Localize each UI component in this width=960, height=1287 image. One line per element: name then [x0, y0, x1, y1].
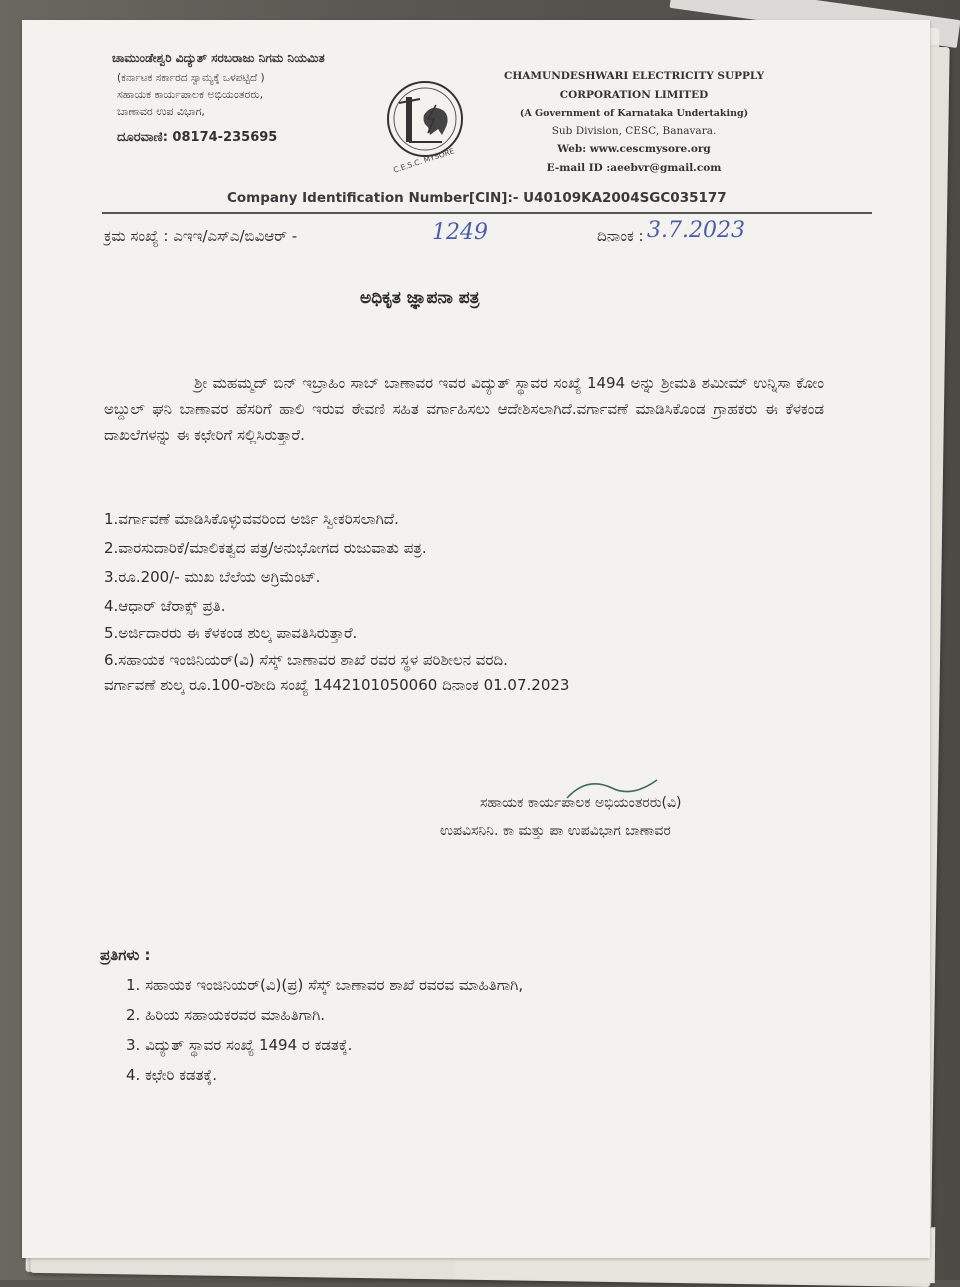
document-item-6: 6.ಸಹಾಯಕ ಇಂಜಿನಿಯರ್(ವಿ) ಸೆಸ್ಕ್ ಬಾಣಾವರ ಶಾಖೆ ರವರ ಸ್ಥಳ ಪರಿಶೀಲನ ವರದಿ.: [104, 651, 508, 669]
signatory-office: ಉಪವಿಸನಿನಿ. ಕಾ ಮತ್ತು ಪಾ ಉಪವಿಭಾಗ ಬಾಣಾವರ: [440, 823, 671, 839]
date-label: ದಿನಾಂಕ :: [597, 227, 644, 245]
english-org-line1: CHAMUNDESHWARI ELECTRICITY SUPPLY: [504, 70, 765, 82]
english-org-line2: CORPORATION LIMITED: [559, 89, 709, 101]
memo-page: [22, 20, 930, 1258]
document-item-3: 3.ರೂ.200/- ಮುಖ ಬೆಲೆಯ ಅಗ್ರಿಮೆಂಟ್.: [104, 568, 321, 586]
ref-number: 1249: [432, 220, 488, 245]
copy-item-1: 1. ಸಹಾಯಕ ಇಂಜಿನಿಯರ್(ವಿ)(ಪ್ರ) ಸೆಸ್ಕ್ ಬಾಣಾವರ ಶಾಖೆ ರವರವ ಮಾಹಿತಿಗಾಗಿ,: [126, 976, 524, 994]
kannada-office: ಸಹಾಯಕ ಕಾರ್ಯಪಾಲಕ ಅಭಿಯಂತರರು,: [117, 88, 264, 101]
document-item-5: 5.ಅರ್ಜಿದಾರರು ಈ ಕೆಳಕಂಡ ಶುಲ್ಕ ಪಾವತಿಸಿರುತ್ತಾರೆ.: [104, 624, 358, 642]
kannada-subdivision: ಬಾಣಾವರ ಉಪ ವಿಭಾಗ,: [117, 105, 205, 118]
document-item-2: 2.ವಾರಸುದಾರಿಕೆ/ಮಾಲಿಕತ್ವದ ಪತ್ರ/ಅನುಭೋಗದ ರುಜುವಾತು ಪತ್ರ.: [104, 539, 427, 557]
english-gov-note: (A Government of Karnataka Undertaking): [519, 108, 749, 119]
copies-heading: ಪ್ರತಿಗಳು :: [100, 946, 151, 964]
copy-item-4: 4. ಕಛೇರಿ ಕಡತಕ್ಕೆ.: [126, 1066, 218, 1084]
header-rule: [102, 212, 872, 214]
copy-item-3: 3. ವಿದ್ಯುತ್ ಸ್ಥಾವರ ಸಂಖ್ಯೆ 1494 ರ ಕಡತಕ್ಕೆ.: [126, 1036, 353, 1054]
fee-receipt-line: ವರ್ಗಾವಣೆ ಶುಲ್ಕ ರೂ.100-ರಶೀದಿ ಸಂಖ್ಯೆ 1442101050060 ದಿನಾಂಕ 01.07.2023: [104, 676, 570, 694]
memo-date: 3.7.2023: [647, 218, 745, 243]
document-item-4: 4.ಆಧಾರ್ ಜೆರಾಕ್ಸ್ ಪ್ರತಿ.: [104, 597, 226, 615]
email: E-mail ID :aeebvr@gmail.com: [546, 162, 722, 174]
memo-body-paragraph: ಶ್ರೀ ಮಹಮ್ಮದ್ ಬಿನ್ ಇಬ್ರಾಹಿಂ ಸಾಬ್ ಬಾಣಾವರ ಇವರ ವಿದ್ಯುತ್ ಸ್ಥಾವರ ಸಂಖ್ಯೆ 1494 ಅನ್ನು ಶ್ರೀಮತಿ ಶಮೀಮ್ ಉನ್ನಿಸಾ ಕೋಂ ಅಬ್ದುಲ್ ಘನಿ ಬಾಣಾವರ ಹೆಸರಿಗೆ ಹಾಲಿ ಇರುವ ಠೇವಣಿ ಸಹಿತ ವರ್ಗಾಹಿಸಲು ಆದೇಶಿಸಲಾಗಿದೆ.ವರ್ಗಾವಣೆ ಮಾಡಿಸಿಕೊಂಡ ಗ್ರಾಹಕರು ಈ ಕೆಳಕಂಡ ದಾಖಲೆಗಳನ್ನು ಈ ಕಛೇರಿಗೆ ಸಲ್ಲಿಸಿರುತ್ತಾರೆ.: [104, 374, 824, 444]
signatory-designation: ಸಹಾಯಕ ಕಾರ್ಯಪಾಲಕ ಅಭಿಯಂತರರು(ವಿ): [480, 795, 682, 811]
kannada-org-name: ಚಾಮುಂಡೇಶ್ವರಿ ವಿದ್ಯುತ್ ಸರಬರಾಜು ನಿಗಮ ನಿಯಮಿತ: [112, 51, 325, 65]
ref-label: ಕ್ರಮ ಸಂಖ್ಯೆ : ಎಇಇ/ಎಸ್ಎ/ಬಿವಿಆರ್ -: [104, 227, 298, 245]
kannada-gov-note: (ಕರ್ನಾಟಕ ಸರ್ಕಾರದ ಸ್ವಾಮ್ಯಕ್ಕೆ ಒಳಪಟ್ಟಿದೆ ): [117, 72, 265, 84]
english-subdivision: Sub Division, CESC, Banavara.: [551, 125, 717, 137]
document-item-1: 1.ವರ್ಗಾವಣೆ ಮಾಡಿಸಿಕೊಳ್ಳುವವರಿಂದ ಅರ್ಜಿ ಸ್ವೀಕರಿಸಲಾಗಿದೆ.: [104, 510, 399, 528]
copy-item-2: 2. ಹಿರಿಯ ಸಹಾಯಕರವರ ಮಾಹಿತಿಗಾಗಿ.: [126, 1006, 326, 1024]
memo-title: ಅಧಿಕೃತ ಜ್ಞಾಪನಾ ಪತ್ರ: [360, 288, 480, 308]
logo-caption: C.E.S.C. MYSORE: [392, 146, 456, 175]
company-cin: Company Identification Number[CIN]:- U40109KA2004SGC035177: [227, 190, 727, 206]
phone-number: ದೂರವಾಣಿ: 08174-235695: [117, 130, 278, 145]
website: Web: www.cescmysore.org: [557, 143, 711, 155]
